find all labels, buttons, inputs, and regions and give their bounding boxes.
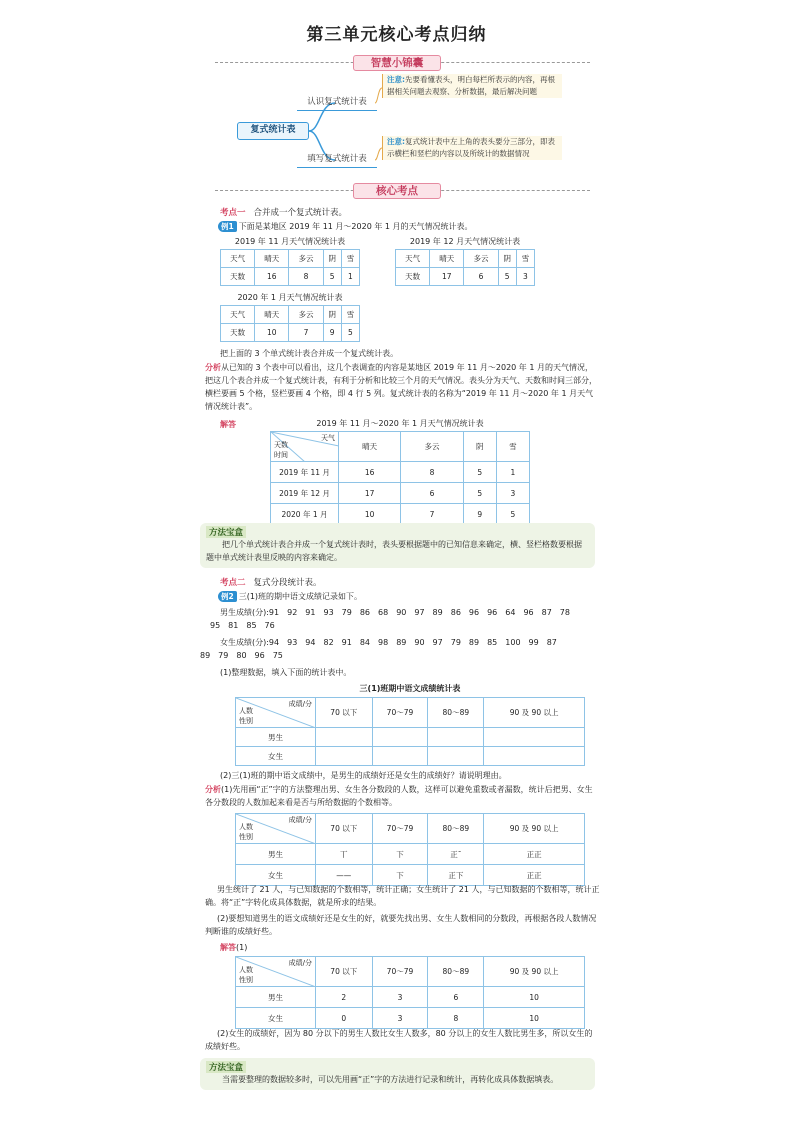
key-point-label: 考点二 xyxy=(220,578,246,588)
example-2 xyxy=(218,591,362,602)
diagonal-header xyxy=(236,698,316,728)
method-title: 方法宝盒 xyxy=(206,1061,246,1073)
score-table-answer xyxy=(235,956,585,1029)
cell: 5 xyxy=(341,324,359,342)
head-count: 人数 xyxy=(239,707,253,715)
boys-scores xyxy=(210,606,605,632)
cell: 3 xyxy=(372,1008,428,1029)
cell: 6 xyxy=(428,987,484,1008)
cell: 雪 xyxy=(341,250,359,268)
cell: 雪 xyxy=(516,250,534,268)
cell: 5 xyxy=(496,504,529,525)
cell xyxy=(372,728,428,747)
cell: 天气 xyxy=(396,250,430,268)
head-score: 成绩/分 xyxy=(288,816,312,824)
table-caption: 三(1)班期中语文成绩统计表 xyxy=(359,684,461,693)
analysis-label: 分析 xyxy=(205,785,221,794)
page-title: 第三单元核心考点归纳 xyxy=(306,25,487,45)
cell: 6 xyxy=(464,268,498,286)
girls-scores xyxy=(200,636,595,662)
weather-table-nov xyxy=(220,249,360,286)
row-label: 2020 年 1 月 xyxy=(271,504,339,525)
cell xyxy=(428,728,484,747)
cell: 3 xyxy=(516,268,534,286)
mindmap-root: 复式统计表 xyxy=(237,122,309,140)
cell xyxy=(428,747,484,766)
table-row xyxy=(271,462,530,483)
question-1: (1)整理数据，填入下面的统计表中。 xyxy=(220,668,352,677)
table-caption: 2019 年 11 月天气情况统计表 xyxy=(234,237,346,246)
cell: 1 xyxy=(341,268,359,286)
mindmap-node-recognize: 认识复式统计表 xyxy=(297,95,377,111)
diagonal-header xyxy=(236,957,316,987)
head-days: 天数 xyxy=(274,441,288,449)
combined-weather-table xyxy=(270,431,530,525)
key-point-1 xyxy=(220,206,347,218)
score-table-tally xyxy=(235,813,585,886)
cell: 晴天 xyxy=(255,306,289,324)
col-header: 70 以下 xyxy=(316,814,373,844)
analysis-label: 分析 xyxy=(205,363,221,372)
col-header: 90 及 90 以上 xyxy=(484,698,585,728)
method-box-1 xyxy=(200,523,595,568)
cell: 10 xyxy=(339,504,401,525)
col-header: 80～89 xyxy=(428,698,484,728)
cell: 3 xyxy=(372,987,428,1008)
cell xyxy=(372,747,428,766)
table-row xyxy=(236,728,585,747)
note-label: 注意: xyxy=(387,137,405,146)
cell: 17 xyxy=(430,268,464,286)
answer-label-1 xyxy=(220,418,236,431)
weather-table-dec xyxy=(395,249,535,286)
key-point-text: 复式分段统计表。 xyxy=(253,578,322,588)
col-header: 70～79 xyxy=(372,698,428,728)
cell: 7 xyxy=(289,324,323,342)
cell xyxy=(316,747,373,766)
cell: 8 xyxy=(428,1008,484,1029)
tally-cell: —— xyxy=(316,865,373,886)
cell: 17 xyxy=(339,483,401,504)
cell: 5 xyxy=(463,483,496,504)
cell: 2 xyxy=(316,987,373,1008)
table-row xyxy=(271,504,530,525)
tally-cell: 正正 xyxy=(484,865,585,886)
col-header: 80～89 xyxy=(428,957,484,987)
answer-2-text: (2)女生的成绩好，因为 80 分以下的男生人数比女生人数多，80 分以上的女生人数比男生多，所以女生的成绩好些。 xyxy=(205,1029,593,1051)
key-point-label: 考点一 xyxy=(220,208,246,218)
table-caption: 2019 年 12 月天气情况统计表 xyxy=(409,237,521,246)
cell: 晴天 xyxy=(255,250,289,268)
col-header: 90 及 90 以上 xyxy=(484,814,585,844)
tally-cell: 正下 xyxy=(428,865,484,886)
cell: 8 xyxy=(289,268,323,286)
cell: 10 xyxy=(484,1008,585,1029)
cell: 0 xyxy=(316,1008,373,1029)
boys-scores-line: 男生成绩(分):91 92 91 93 79 86 68 90 97 89 86 96 96 64 96 87 78 xyxy=(220,608,570,617)
answer-label: 解答 xyxy=(220,420,236,429)
example-2-analysis-compare: (2)要想知道男生的语文成绩好还是女生的好，就要先找出男、女生人数相同的分数段，再根据各段人数情况判断谁的成绩好些。 xyxy=(205,914,597,936)
example-1-analysis xyxy=(205,361,600,413)
method-title: 方法宝盒 xyxy=(206,526,246,538)
head-score: 成绩/分 xyxy=(288,959,312,967)
example-badge: 例2 xyxy=(218,591,237,602)
mindmap-note-1 xyxy=(382,74,562,98)
score-table-blank xyxy=(235,697,585,766)
row-label: 男生 xyxy=(236,728,316,747)
cell: 6 xyxy=(401,483,463,504)
diagonal-header xyxy=(236,814,316,844)
girls-scores-line: 89 79 80 96 75 xyxy=(200,651,283,660)
cell: 天数 xyxy=(221,268,255,286)
cell: 10 xyxy=(255,324,289,342)
diagonal-header xyxy=(271,432,339,462)
cell: 多云 xyxy=(289,250,323,268)
answer-label: 解答 xyxy=(220,943,236,952)
table-row xyxy=(236,844,585,865)
table-row xyxy=(236,987,585,1008)
row-label: 男生 xyxy=(236,844,316,865)
answer-part: (1) xyxy=(236,943,248,952)
head-count: 人数 xyxy=(239,966,253,974)
weather-table-jan xyxy=(220,305,360,342)
cell: 7 xyxy=(401,504,463,525)
cell: 8 xyxy=(401,462,463,483)
row-label: 2019 年 11 月 xyxy=(271,462,339,483)
cell: 阴 xyxy=(323,250,341,268)
cell xyxy=(484,728,585,747)
row-label: 男生 xyxy=(236,987,316,1008)
mindmap-connectors xyxy=(0,0,793,200)
cell: 天数 xyxy=(221,324,255,342)
table-row xyxy=(236,1008,585,1029)
col-header: 70～79 xyxy=(372,814,428,844)
cell: 3 xyxy=(496,483,529,504)
banner-label: 核心考点 xyxy=(353,183,441,199)
col-header: 70 以下 xyxy=(316,698,373,728)
method-box-2 xyxy=(200,1058,595,1090)
cell: 5 xyxy=(463,462,496,483)
boys-scores-line: 95 81 85 76 xyxy=(210,621,275,630)
example-text: 下面是某地区 2019 年 11 月～2020 年 1 月的天气情况统计表。 xyxy=(238,222,473,231)
head-score: 成绩/分 xyxy=(288,700,312,708)
tally-cell: 正ˉ xyxy=(428,844,484,865)
cell: 多云 xyxy=(464,250,498,268)
cell: 晴天 xyxy=(430,250,464,268)
cell: 9 xyxy=(463,504,496,525)
cell: 16 xyxy=(255,268,289,286)
col-header: 晴天 xyxy=(339,432,401,462)
question-2: (2)三(1)班的期中语文成绩中，是男生的成绩好还是女生的成绩好？请说明理由。 xyxy=(220,771,507,780)
answer-2-head xyxy=(220,941,247,954)
cell: 天气 xyxy=(221,250,255,268)
analysis-text: 从已知的 3 个表中可以看出，这几个表调查的内容是某地区 2019 年 11 月～2020 年 1 月的天气情况，把这几个表合并成一个复式统计表，有利于分析和比较三个月的天气情况。表头分为天气、天数和时间三部分，横栏要画 5 个格，竖栏要画 4 个格，即 4 行 5 列。复式统计表的名称为“2019 年 11 月～2020 年 1 月天气情况统计表”。 xyxy=(205,363,597,411)
note-label: 注意: xyxy=(387,75,405,84)
method-text: 当需要整理的数据较多时，可以先用画“正”字的方法进行记录和统计，再转化成具体数据填表。 xyxy=(222,1075,559,1084)
example-badge: 例1 xyxy=(218,221,237,232)
table-row xyxy=(271,483,530,504)
section-banner-core xyxy=(215,183,590,199)
table-caption: 2020 年 1 月天气情况统计表 xyxy=(237,293,343,302)
cell xyxy=(484,747,585,766)
girls-scores-line: 女生成绩(分):94 93 94 82 91 84 98 89 90 97 79 89 85 100 99 87 xyxy=(220,638,557,647)
cell: 10 xyxy=(484,987,585,1008)
row-label: 女生 xyxy=(236,747,316,766)
cell: 天气 xyxy=(221,306,255,324)
head-count: 人数 xyxy=(239,823,253,831)
banner-label: 智慧小锦囊 xyxy=(353,55,441,71)
tally-cell: 正正 xyxy=(484,844,585,865)
cell: 阴 xyxy=(498,250,516,268)
tally-cell: 下 xyxy=(372,865,428,886)
col-header: 多云 xyxy=(401,432,463,462)
col-header: 90 及 90 以上 xyxy=(484,957,585,987)
note-text: 复式统计表中左上角的表头要分三部分，即表示横栏和竖栏的内容以及所统计的数据情况 xyxy=(387,137,555,158)
example-1 xyxy=(218,221,473,232)
col-header: 80～89 xyxy=(428,814,484,844)
head-time: 时间 xyxy=(274,451,288,459)
key-point-2 xyxy=(220,576,322,588)
head-gender: 性别 xyxy=(239,833,253,841)
col-header: 70 以下 xyxy=(316,957,373,987)
cell: 天数 xyxy=(396,268,430,286)
head-weather: 天气 xyxy=(321,434,335,442)
cell: 1 xyxy=(496,462,529,483)
col-header: 70～79 xyxy=(372,957,428,987)
tally-cell: 下 xyxy=(372,844,428,865)
head-gender: 性别 xyxy=(239,976,253,984)
table-row xyxy=(236,747,585,766)
cell xyxy=(316,728,373,747)
example-2-analysis-check: 男生统计了 21 人，与已知数据的个数相等，统计正确；女生统计了 21 人，与已知数据的个数相等，统计正确。将“正”字转化成具体数据，就是所求的结果。 xyxy=(205,885,600,907)
tally-cell: 丅 xyxy=(316,844,373,865)
head-gender: 性别 xyxy=(239,717,253,725)
row-label: 女生 xyxy=(236,865,316,886)
table-caption: 2019 年 11 月～2020 年 1 月天气情况统计表 xyxy=(316,419,484,428)
cell: 5 xyxy=(498,268,516,286)
row-label: 2019 年 12 月 xyxy=(271,483,339,504)
col-header: 雪 xyxy=(496,432,529,462)
cell: 5 xyxy=(323,268,341,286)
cell: 16 xyxy=(339,462,401,483)
row-label: 女生 xyxy=(236,1008,316,1029)
cell: 阴 xyxy=(323,306,341,324)
col-header: 阴 xyxy=(463,432,496,462)
mindmap-node-fill: 填写复式统计表 xyxy=(297,152,377,168)
cell: 雪 xyxy=(341,306,359,324)
example-1-task: 把上面的 3 个单式统计表合并成一个复式统计表。 xyxy=(220,349,399,358)
cell: 多云 xyxy=(289,306,323,324)
example-text: 三(1)班的期中语文成绩记录如下。 xyxy=(238,592,363,601)
analysis-text: (1)先用画“正”字的方法整理出男、女生各分数段的人数，这样可以避免重数或者漏数，统计后把男、女生各分数段的人数加起来看是否与所给数据的个数相等。 xyxy=(205,785,593,807)
key-point-text: 合并成一个复式统计表。 xyxy=(253,208,348,218)
method-text: 把几个单式统计表合并成一个复式统计表时，表头要根据题中的已知信息来确定，横、竖栏格数要根据题中单式统计表里反映的内容来确定。 xyxy=(206,540,582,562)
example-2-analysis xyxy=(205,783,600,809)
mindmap-note-2 xyxy=(382,136,562,160)
note-text: 先要看懂表头，明白每栏所表示的内容，再根据相关问题去观察、分析数据，最后解决问题 xyxy=(387,75,555,96)
cell: 9 xyxy=(323,324,341,342)
